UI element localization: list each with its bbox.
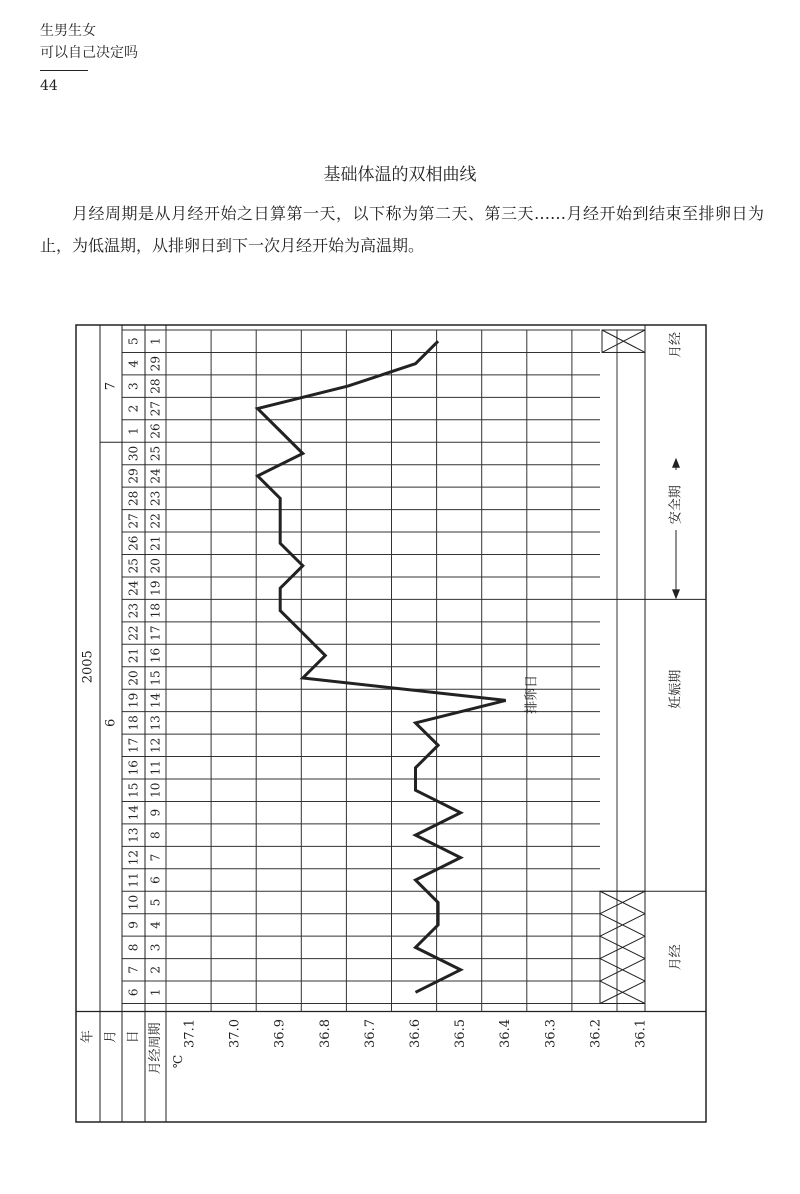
row-label-day: 日 (126, 1030, 141, 1044)
temperature-tick-label: 36.8 (317, 1019, 333, 1048)
row-label-year: 年 (80, 1030, 96, 1044)
cycle-day-label: 4 (148, 921, 163, 929)
day-label: 24 (126, 580, 141, 596)
temperature-tick-label: 36.5 (453, 1019, 469, 1048)
cycle-day-label: 16 (148, 647, 163, 664)
day-label: 5 (126, 337, 141, 346)
day-label: 21 (126, 647, 141, 664)
zone-label-menses: 月经 (668, 944, 684, 971)
cycle-day-label: 14 (148, 692, 163, 709)
temperature-tick-label: 36.9 (272, 1019, 288, 1048)
zone-label-pregnancy: 妊娠期 (668, 669, 684, 709)
cycle-day-label: 12 (148, 737, 163, 753)
cycle-day-label: 17 (148, 625, 163, 641)
cycle-day-label: 2 (148, 966, 163, 974)
day-label: 19 (126, 692, 141, 709)
cycle-day-label: 21 (148, 535, 163, 551)
day-label: 1 (126, 427, 141, 435)
day-label: 13 (126, 827, 141, 843)
cycle-day-label: 28 (148, 378, 163, 394)
safe-arrow-head (672, 589, 680, 599)
day-label: 4 (126, 359, 141, 368)
cycle-day-label: 23 (148, 490, 163, 507)
cycle-day-label: 19 (148, 580, 163, 596)
day-label: 23 (126, 602, 141, 619)
day-label: 17 (126, 737, 141, 753)
day-label: 18 (126, 715, 141, 731)
page-number: 44 (40, 78, 58, 94)
day-label: 9 (126, 921, 141, 929)
cycle-day-label: 24 (148, 468, 163, 484)
day-label: 25 (126, 558, 141, 574)
day-label: 29 (126, 468, 141, 484)
safe-arrow-head (672, 458, 680, 468)
month-label: 6 (103, 718, 119, 728)
section-title: 基础体温的双相曲线 (323, 165, 477, 185)
cycle-day-label: 11 (148, 760, 163, 776)
temperature-tick-label: 37.1 (182, 1019, 198, 1048)
cycle-day-label: 9 (148, 808, 163, 817)
day-label: 30 (126, 445, 141, 462)
cycle-day-label: 1 (148, 337, 163, 346)
month-label: 7 (103, 381, 119, 391)
temperature-tick-label: 36.2 (588, 1019, 604, 1048)
day-label: 7 (126, 966, 141, 974)
day-label: 15 (126, 782, 141, 798)
cycle-day-label: 3 (148, 943, 163, 952)
cycle-day-label: 27 (148, 400, 163, 417)
cycle-day-label: 26 (148, 423, 163, 439)
temperature-tick-label: 36.1 (633, 1019, 649, 1048)
body-paragraph: 月经周期是从月经开始之日算第一天，以下称为第二天、第三天……月经开始到结束至排卵日为止，为低温期，从排卵日到下一次月经开始为高温期。 (40, 204, 764, 255)
day-label: 20 (126, 670, 141, 686)
cycle-day-label: 29 (148, 356, 163, 372)
cycle-day-label: 13 (148, 715, 163, 731)
day-label: 22 (126, 625, 141, 641)
temperature-tick-label: 37.0 (227, 1019, 243, 1048)
cycle-day-label: 18 (148, 602, 163, 619)
zone-label-menses-end: 月经 (668, 331, 684, 359)
day-label: 12 (126, 849, 141, 866)
book-title-line2: 可以自己决定吗 (40, 45, 138, 61)
day-label: 14 (126, 805, 141, 821)
temperature-tick-label: 36.6 (408, 1019, 423, 1048)
cycle-day-label: 20 (148, 558, 163, 574)
day-label: 8 (126, 943, 141, 952)
day-label: 11 (126, 872, 141, 888)
cycle-day-label: 1 (148, 988, 163, 997)
row-label-month: 月 (103, 1030, 119, 1044)
day-label: 10 (126, 894, 141, 911)
temperature-tick-label: 36.4 (498, 1019, 514, 1048)
year-label: 2005 (80, 650, 96, 684)
cycle-day-label: 25 (148, 445, 163, 462)
book-title-line1: 生男生女 (40, 23, 96, 39)
cycle-day-label: 5 (148, 898, 163, 907)
zone-label-safe: 安全期 (668, 485, 684, 525)
cycle-day-label: 8 (148, 831, 163, 839)
day-label: 3 (126, 382, 141, 390)
temperature-tick-label: 36.7 (362, 1019, 378, 1048)
day-label: 26 (126, 535, 141, 551)
day-label: 28 (126, 490, 141, 507)
unit-label: ℃ (171, 1054, 185, 1069)
day-label: 6 (126, 988, 141, 997)
day-label: 16 (126, 760, 141, 776)
row-label-cycle: 月经周期 (148, 1022, 163, 1075)
day-label: 2 (126, 404, 141, 413)
cycle-day-label: 10 (148, 782, 163, 798)
cycle-day-label: 6 (148, 876, 163, 884)
cycle-day-label: 7 (148, 853, 163, 862)
cycle-day-label: 15 (148, 670, 163, 686)
cycle-day-label: 22 (148, 513, 163, 529)
temperature-tick-label: 36.3 (543, 1019, 559, 1048)
ovulation-annotation: 排卵日 (524, 674, 540, 714)
day-label: 27 (126, 513, 141, 529)
